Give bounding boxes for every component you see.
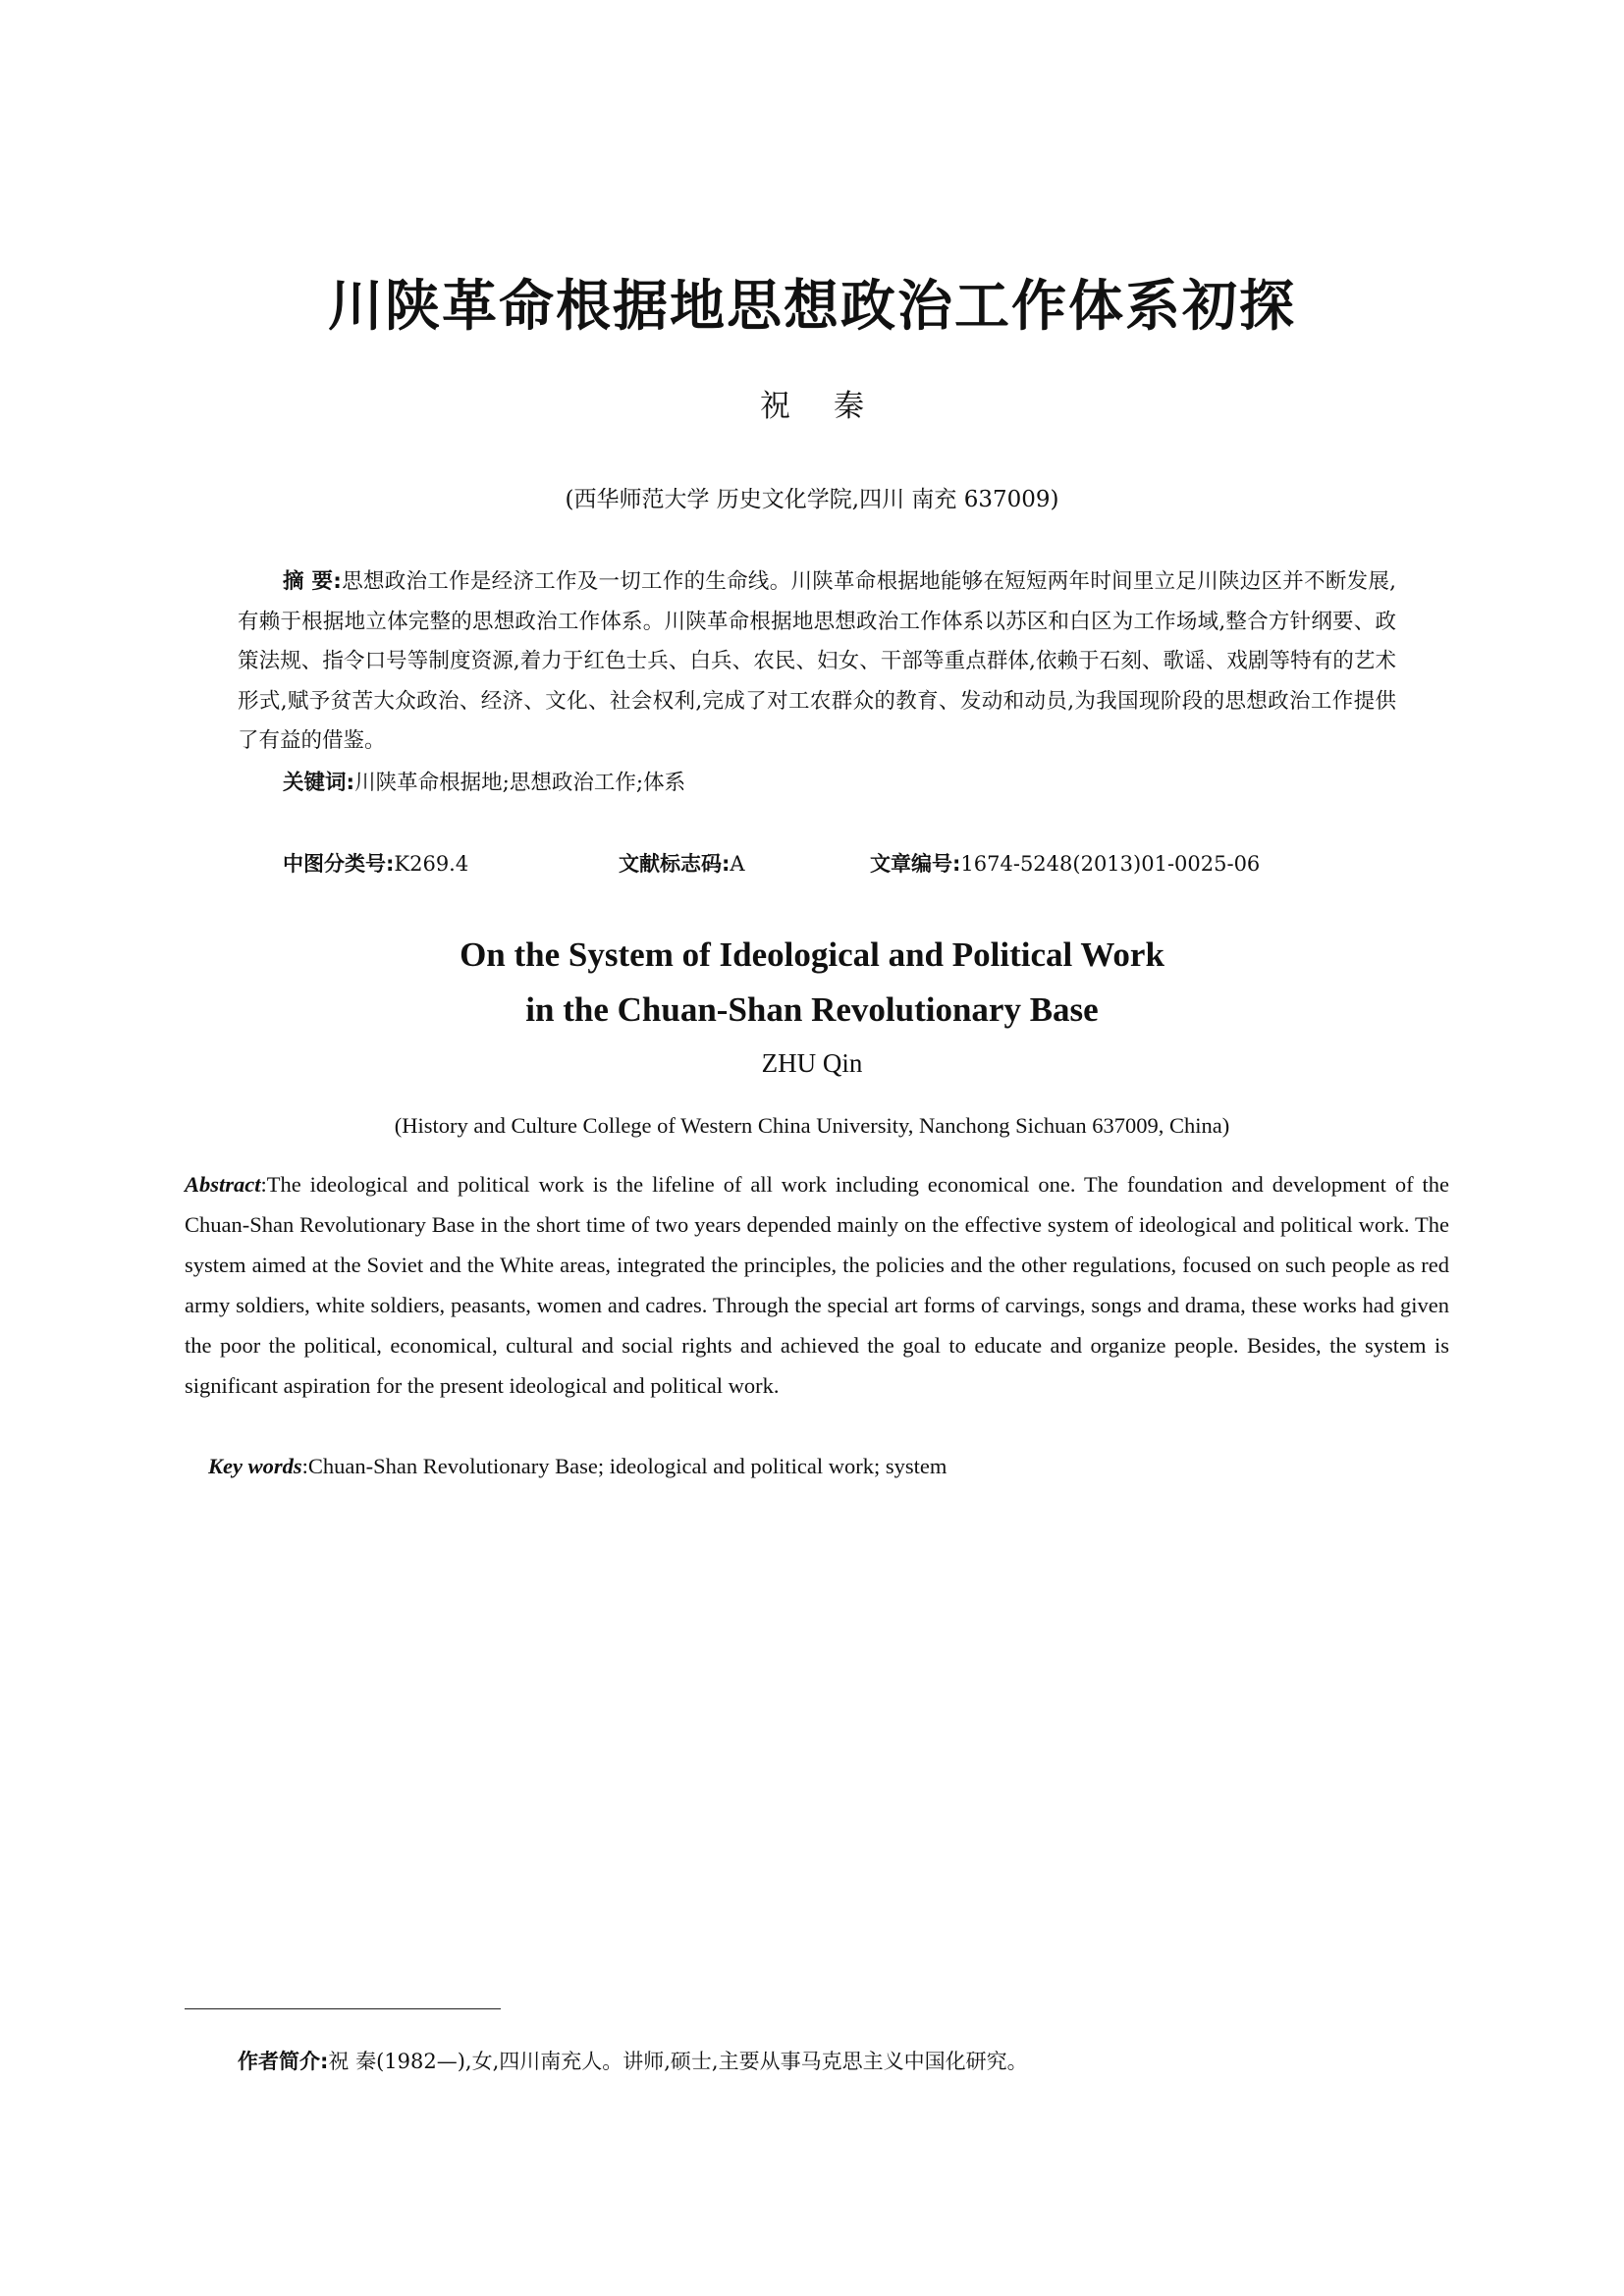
document-code — [619, 844, 745, 883]
abstract-text-cn: 思想政治工作是经济工作及一切工作的生命线。川陕革命根据地能够在短短两年时间里立足川陕边区并不断发展,有赖于根据地立体完整的思想政治工作体系。川陕革命根据地思想政治工作体系以苏区和白区为工作场域,整合方针纲要、政策法规、指令口号等制度资源,着力于红色士兵、白兵、农民、妇女、干部等重点群体,依赖于石刻、歌谣、戏剧等特有的艺术形式,赋予贫苦大众政治、经济、文化、社会权利,完成了对工农群众的教育、发动和动员,为我国现阶段的思想政治工作提供了有益的借鉴。 — [238, 569, 1396, 753]
abstract-sep-en: : — [260, 1172, 267, 1197]
clc-number — [283, 844, 468, 883]
footnote-divider — [185, 2008, 501, 2009]
keywords-sep-en: : — [301, 1454, 308, 1478]
keywords-label-cn: 关键词: — [283, 771, 355, 795]
article-number-value: 1674-5248(2013)01-0025-06 — [960, 852, 1261, 876]
abstract-text-en: The ideological and political work is the lifeline of all work including economical one. The foundation and development of the Chuan-Shan Revolutionary Base in the short time of two years depended mainly on the effective system of ideological and political work. The system aimed at the Soviet and the White areas, integrated the principles, the policies and the other regulations, focused on such people as red army soldiers, white soldiers, peasants, women and cadres. Through the special art forms of carvings, songs and drama, these works had given the poor the political, economical, cultural and social rights and achieved the goal to educate and organize people. Besides, the system is significant aspiration for the present ideological and political work. — [185, 1172, 1449, 1398]
author-name-cn: 祝秦 — [760, 389, 907, 424]
keywords-cn — [283, 764, 1392, 803]
abstract-label-en: Abstract — [185, 1172, 261, 1197]
paper-title-en — [0, 928, 1624, 1038]
keywords-label-en: Key words — [208, 1454, 302, 1478]
keywords-text-en: Chuan-Shan Revolutionary Base; ideological and political work; system — [307, 1454, 947, 1478]
author-name-en: ZHU Qin — [761, 1048, 863, 1078]
abstract-en — [185, 1164, 1449, 1406]
abstract-cn — [238, 562, 1396, 762]
keywords-text-cn: 川陕革命根据地;思想政治工作;体系 — [354, 771, 686, 795]
author-bio-footnote — [238, 2042, 1416, 2081]
paper-title-en-line2: in the Chuan-Shan Revolutionary Base — [525, 990, 1099, 1029]
affiliation-en: (History and Culture College of Western China University, Nanchong Sichuan 637009, China) — [394, 1113, 1230, 1138]
document-code-value: A — [730, 852, 745, 876]
keywords-en — [208, 1447, 1445, 1486]
affiliation-cn: (西华师范大学 历史文化学院,四川 南充 637009) — [565, 487, 1059, 512]
abstract-label-cn: 摘 要: — [283, 569, 342, 594]
document-code-label: 文献标志码: — [619, 852, 731, 876]
author-bio-label: 作者简介: — [238, 2050, 329, 2073]
article-number — [870, 844, 1260, 883]
paper-title-en-line1: On the System of Ideological and Political Work — [460, 935, 1164, 974]
paper-title-cn: 川陕革命根据地思想政治工作体系初探 — [328, 275, 1296, 339]
clc-value: K269.4 — [394, 852, 469, 876]
author-bio-text: 祝 秦(1982—),女,四川南充人。讲师,硕士,主要从事马克思主义中国化研究。 — [328, 2050, 1028, 2073]
article-number-label: 文章编号: — [870, 852, 961, 876]
clc-label: 中图分类号: — [283, 852, 395, 876]
classification-row — [283, 844, 1412, 883]
